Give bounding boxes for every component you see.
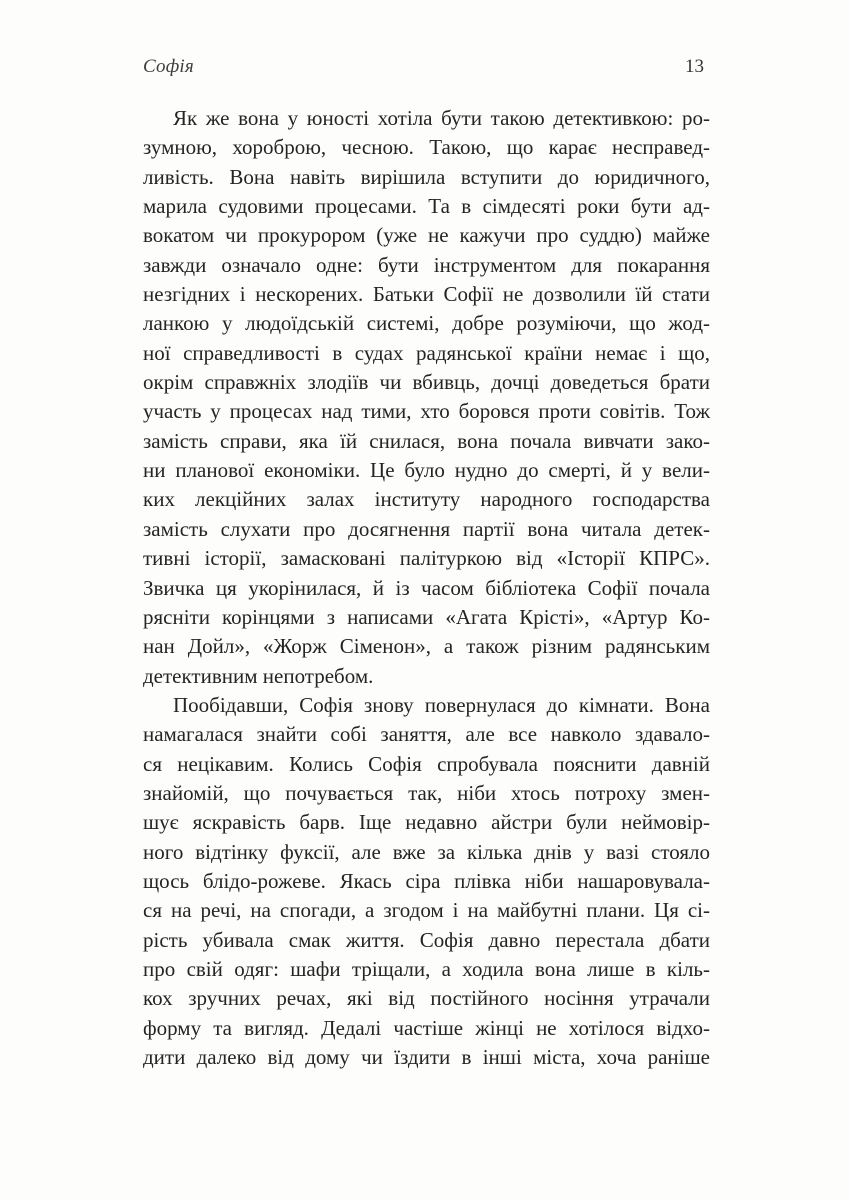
text-line: кох зручних речах, які від постійного носіння утрачали — [143, 986, 710, 1011]
text-line: дити далеко від дому чи їздити в інші міста, хоча раніше — [143, 1045, 710, 1069]
text-line: тивні історії, замасковані палітуркою від «Історії КПРС». — [143, 546, 710, 571]
text-line: замість слухати про досягнення партії вона читала детек- — [143, 516, 710, 541]
text-line: незгідних і нескорених. Батьки Софії не дозволили їй стати — [143, 282, 710, 307]
text-line: Як же вона у юності хотіла бути такою детективкою: ро- — [173, 106, 710, 130]
text-line: ся нецікавим. Колись Софія спробувала пояснити давній — [143, 751, 710, 776]
text-line: рясніти корінцями з написами «Агата Крісті», «Артур Ко- — [143, 604, 710, 629]
text-line: ни планової економіки. Це було нудно до смерті, й у вели- — [143, 458, 710, 483]
text-line: ного відтінку фуксії, але вже за кілька днів у вазі стояло — [143, 839, 710, 864]
text-line: знайомій, що почувається так, ніби хтось потроху змен- — [143, 780, 710, 805]
running-title: Софія — [143, 56, 194, 77]
text-line: ся на речі, на спогади, а згодом і на майбутні плани. Ця сі- — [143, 898, 710, 923]
text-line: про свій одяг: шафи тріщали, а ходила вона лише в кіль- — [143, 956, 710, 981]
page-number: 13 — [685, 56, 704, 77]
text-line: ної справедливості в судах радянської країни немає і що, — [143, 340, 710, 365]
text-line: намагалася знайти собі заняття, але все навколо здавало- — [143, 722, 710, 747]
text-line: шує яскравість барв. Іще недавно айстри були неймовір- — [143, 810, 710, 835]
text-line: рість убивала смак життя. Софія давно перестала дбати — [143, 927, 710, 952]
text-line: щось блідо-рожеве. Якась сіра плівка ніби нашаровувала- — [143, 868, 710, 893]
text-line: форму та вигляд. Дедалі частіше жінці не хотілося відхо- — [143, 1015, 710, 1040]
text-line: нан Дойл», «Жорж Сіменон», а також різним радянським — [143, 634, 710, 659]
paragraph — [143, 104, 710, 691]
text-line: ких лекційних залах інституту народного господарства — [143, 487, 710, 512]
text-line: окрім справжніх злодіїв чи вбивць, дочці доведеться брати — [143, 370, 710, 395]
body-text — [143, 104, 710, 1072]
text-line: участь у процесах над тими, хто боровся проти совітів. Тож — [143, 399, 710, 424]
text-line: Звичка ця укорінилася, й із часом бібліотека Софії почала — [143, 575, 710, 600]
text-line: ланкою у людоїдській системі, добре розуміючи, що жод- — [143, 311, 710, 336]
text-line: ливість. Вона навіть вирішила вступити до юридичного, — [143, 164, 710, 189]
text-line: вокатом чи прокурором (уже не кажучи про суддю) майже — [143, 223, 710, 248]
text-line: марила судовими процесами. Та в сімдесяті роки бути ад- — [143, 194, 710, 219]
text-line: Пообідавши, Софія знову повернулася до кімнати. Вона — [173, 692, 710, 717]
paragraph — [143, 691, 710, 1072]
text-line: детективним непотребом. — [143, 663, 374, 688]
text-line: завжди означало одне: бути інструментом для покарання — [143, 252, 710, 277]
text-line: замість справи, яка їй снилася, вона почала вивчати зако- — [143, 428, 710, 453]
text-line: зумною, хороброю, чесною. Такою, що карає несправед- — [143, 135, 710, 160]
page-header — [143, 56, 710, 78]
